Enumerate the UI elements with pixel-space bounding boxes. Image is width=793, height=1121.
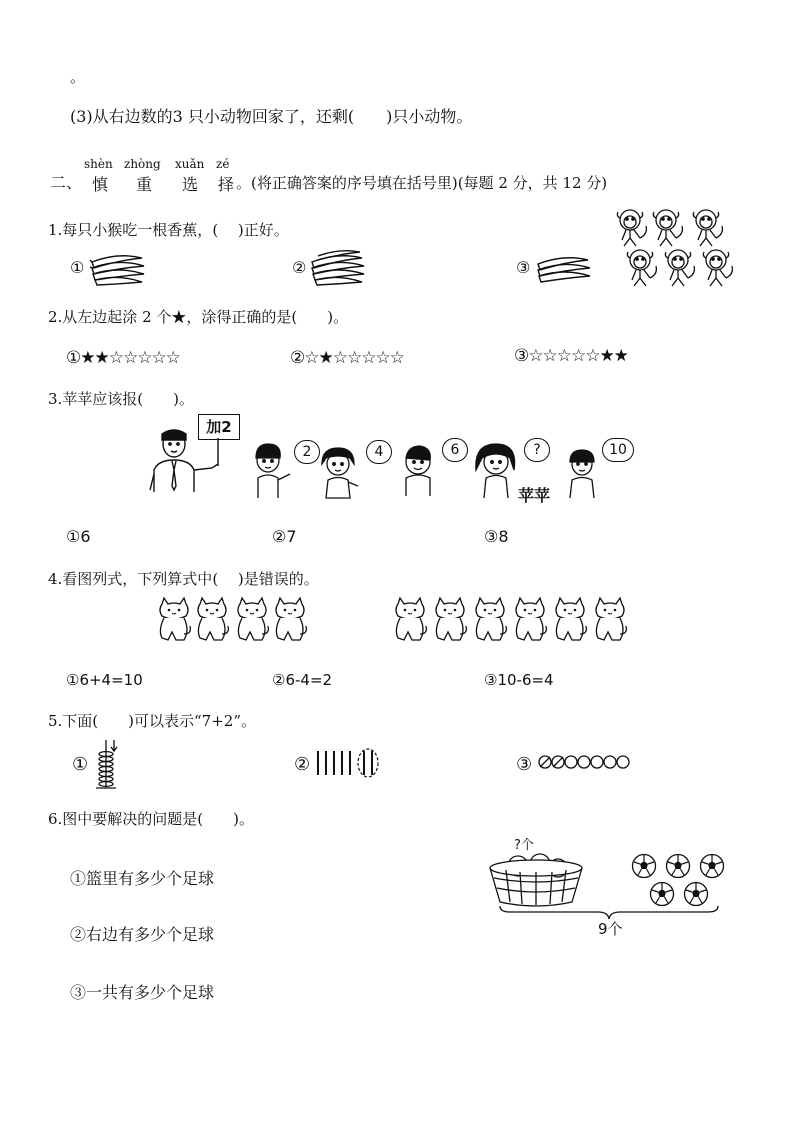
q4-text: 4.看图列式，下列算式中( )是错误的。 xyxy=(48,570,319,588)
pinyin-ze: zé xyxy=(216,157,230,171)
q5-text: 5.下面( )可以表示“7+2”。 xyxy=(48,712,257,730)
q3-option-2[interactable]: ②7 xyxy=(272,527,297,546)
banana-bunch-icon xyxy=(536,252,592,288)
cats-group-right-icon xyxy=(390,598,630,644)
q2-option-3[interactable]: ③☆☆☆☆☆★★ xyxy=(514,346,628,366)
q3-option-3[interactable]: ③8 xyxy=(484,527,509,546)
add-two-sign: 加2 xyxy=(198,414,240,440)
q3-option-1[interactable]: ①6 xyxy=(66,527,91,546)
abacus-icon xyxy=(94,740,122,790)
cats-group-left-icon xyxy=(154,598,310,644)
q5-option-1[interactable]: ① xyxy=(72,754,89,775)
child-1-icon xyxy=(250,444,292,500)
pinyin-xuan: xuǎn xyxy=(175,157,205,171)
q3-text: 3.苹苹应该报( )。 xyxy=(48,390,195,408)
q2-option-1[interactable]: ①★★☆☆☆☆☆ xyxy=(66,348,180,368)
previous-question-item-3: (3)从右边数的3 只小动物回家了，还剩( )只小动物。 xyxy=(70,107,473,126)
q6-option-1[interactable]: ①篮里有多少个足球 xyxy=(70,869,215,888)
speech-bubble-5: 10 xyxy=(602,438,634,462)
basket-of-footballs-icon xyxy=(488,852,584,908)
tally-sticks-icon xyxy=(316,748,384,778)
section-instruction: 。(将正确答案的序号填在括号里)(每题 2 分，共 12 分) xyxy=(236,174,608,192)
q4-option-2[interactable]: ②6-4=2 xyxy=(272,671,333,689)
child-3-icon xyxy=(398,446,440,498)
section-number: 二、 xyxy=(50,173,83,192)
q5-option-2[interactable]: ② xyxy=(294,754,311,775)
q5-option-3[interactable]: ③ xyxy=(516,754,533,775)
q1-option-3: ③ xyxy=(516,258,531,277)
pinyin-shen: shèn xyxy=(84,157,113,171)
footballs-right-icon xyxy=(632,852,732,910)
q1-option-1: ① xyxy=(70,258,85,277)
child-5-icon xyxy=(564,450,602,500)
q6-option-3[interactable]: ③一共有多少个足球 xyxy=(70,983,215,1002)
top-period: 。 xyxy=(70,68,86,86)
q4-option-3[interactable]: ③10-6=4 xyxy=(484,671,554,689)
basket-question-label: ?个 xyxy=(514,838,534,853)
total-count-label: 9个 xyxy=(598,920,623,938)
circles-row-icon xyxy=(538,754,634,770)
title-char-ze: 择 xyxy=(218,175,235,194)
q4-option-1[interactable]: ①6+4=10 xyxy=(66,671,143,689)
pingping-name-label: 苹苹 xyxy=(518,486,551,505)
child-pingping-icon xyxy=(474,444,518,500)
banana-bunch-icon xyxy=(90,248,146,288)
teacher-icon xyxy=(146,430,230,496)
speech-bubble-2: 4 xyxy=(366,440,392,464)
speech-bubble-3: 6 xyxy=(442,438,468,462)
q1-option-2: ② xyxy=(292,258,307,277)
q6-text: 6.图中要解决的问题是( )。 xyxy=(48,810,255,828)
q6-option-2[interactable]: ②右边有多少个足球 xyxy=(70,925,215,944)
title-char-zhong: 重 xyxy=(136,175,153,194)
child-2-icon xyxy=(318,448,360,500)
q2-text: 2.从左边起涂 2 个★，涂得正确的是( )。 xyxy=(48,308,349,326)
banana-bunch-icon xyxy=(310,248,366,288)
q2-option-2[interactable]: ②☆★☆☆☆☆☆ xyxy=(290,348,404,368)
title-char-xuan: 选 xyxy=(182,175,199,194)
title-char-shen: 慎 xyxy=(92,175,109,194)
speech-bubble-1: 2 xyxy=(294,440,320,464)
speech-bubble-4: ? xyxy=(524,438,550,462)
q1-text: 1.每只小猴吃一根香蕉，( )正好。 xyxy=(48,221,289,239)
pinyin-zhong: zhòng xyxy=(124,157,161,171)
monkeys-group-icon xyxy=(616,206,744,296)
